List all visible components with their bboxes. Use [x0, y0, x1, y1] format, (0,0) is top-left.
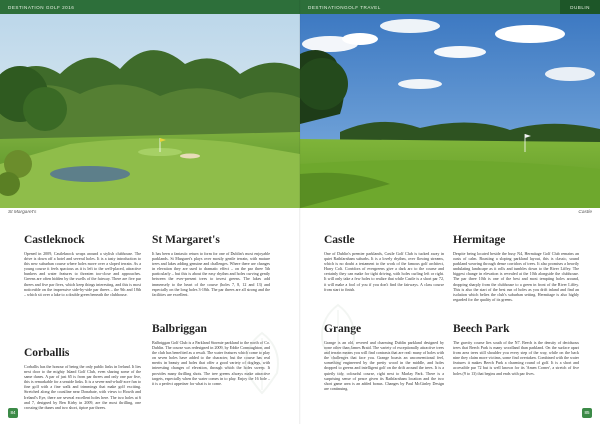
body-balbriggan: Balbriggan Golf Club is a Parkland Stormie parkland to the north of Co. Dublin. The course was redesigned in 2009, by Eddie Connaughton, and the club has benefited as a result. The water features which come to play on seven holes have added to the character, but the course has real merits in beauty and holes that offer a good variety of doglegs, with interesting changes of elevation, through which the holes sweep. It provides many thrilling shots. The tree greens always make attractive targets, especially when the water comes in to play. Enjoy the 16 hole – it is a perfect appetiser for what is to come. [152, 340, 270, 386]
body-beech-park: The gravity course lies south of the N7. Beech is the density of deciduous trees that Beech Park is many woodland than parkland. On the surface apart from area trees still shoulder you every step of the way, while on the back nine they claim more victims, some find overtaken. Combined with the water features it makes Beech Park a charming round of golf. It is a short and accessible par 72 but is well known for its 'Amen Corner', a stretch of five holes (9 to 13) that begins and ends with par fives. [453, 340, 579, 376]
right-header-tab: DUBLIN [570, 5, 590, 10]
right-header-text: DESTINATIONGOLF TRAVEL [308, 5, 381, 10]
right-page-number: 85 [582, 408, 592, 418]
body-hermitage: Despite being located beside the busy N4, Hermitage Golf Club remains an oasis of calm. Boasting a sloping parkland layout, this is classic, sound parkland weaving through dense corridors of trees. It also promises a heavily undulating landscape as it rolls and tumbles down to the River Liffey. The biggest change in elevation is revealed at the 10th alongside the clubhouse. The par three 10th is one of the best and most tempting holes around, dropping sharply from the clubhouse to a green in front of the River Liffey. This is also the start of the best run of holes as you drift inland and find an isolation which belies the club's suburban setting. Hermitage is also highly regarded for the quality of its greens. [453, 251, 579, 302]
heading-corballis: Corballis [24, 347, 70, 359]
spine-gutter [299, 0, 301, 424]
heading-balbriggan: Balbriggan [152, 323, 207, 335]
heading-st-margarets: St Margaret's [152, 234, 220, 246]
left-page-header [0, 0, 300, 14]
body-st-margarets: It has been a fantastic return to form for one of Dublin's most enjoyable parklands. St Margaret's plays over mostly gentle terrain, with mature trees and lakes adding genuine and challenges. Where there are changes in elevation they are used to dramatic effect – on the par three 5th particularly – but this is about the easy rhythm and holes curving gently between the ever-present trees to invest greens. The lakes add immensely to the heart of the course (holes 7, 8, 12 and 13) and especially on the long holes 3-18th. The par threes are all strong and the facilities are excellent. [152, 251, 270, 297]
decorative-leaf-icon [308, 300, 368, 370]
heading-castle: Castle [324, 234, 355, 246]
right-photo-caption: Castle [578, 210, 592, 215]
left-photo-caption: St Margaret's [8, 210, 37, 215]
left-header-text: DESTINATION GOLF 2016 [8, 5, 75, 10]
right-page-header [300, 0, 600, 14]
left-photo-golf-course [0, 14, 300, 208]
body-grange: Grange is an old, revered and charming Dublin parkland designed by none other than James Braid. The variety of exceptionally attractive trees and terrain means you will find contrasts that are real: many of holes with the challenges that face you. Grange boasts an unconventional feel, something engineered by the pretty wood in the middle, and holes dropped to greens and intelligent golf on the drift around the trees. It is a quietly tidy, colourful course, right next to Marlay Park. There is a surprising sense of peace given its Rathfarnham location and the two short game area is an added bonus. Changes by Paul McGinley Design are continuing. [324, 340, 444, 391]
body-corballis: Corballis has the honour of being the only public links in Ireland. It lies next door to the mighty Island Golf Club, even sharing some of the same dunes. A par of just 65 is from par threes and only one par five, this is remarkable for a seaside links. It is a seven-and-a-half-acre fun to fine golf with a fine walk and trimmings that make golf exciting. Stretched along the coastline near Donabate, with views to Howth and Ireland's Eye, there are several excellent holes here. The two holes at 6 and 7, designed by Ben Kirby in 2009, are the most thrilling, one crossing the dunes and two short, tiptoe par threes. [24, 364, 141, 410]
heading-hermitage: Hermitage [453, 234, 506, 246]
left-page-number: 84 [8, 408, 18, 418]
body-castleknock: Opened in 2009, Castleknock wraps around a stylish clubhouse. The drive is down off a hotel and several holes. It is a tasty introduction to this new suburban course where holes move over a sloped terrain. As a young course it feels spacious as it is left to the well-placed, attractive bunkers and water features to threaten too-close and approaches. Greens are often hidden by the swells of the fairway. There are five par threes and five par fives, which keep things interesting, and this is most noticeable on the impressive side-by-side par threes – the 9th and 18th – which sit over a lake to a double green beneath the clubhouse. [24, 251, 141, 297]
heading-beech-park: Beech Park [453, 323, 510, 335]
heading-grange: Grange [324, 323, 362, 335]
decorative-leaf-icon [232, 328, 292, 398]
right-page [300, 0, 600, 424]
heading-castleknock: Castleknock [24, 234, 85, 246]
body-castle: One of Dublin's premier parklands, Castle Golf Club is tucked away in quiet Rathfarnham suburbs. It is a lovely rhythm, over flowing streams, which is no doubt a testament to the work of the famous golf architect, Harry Colt. Corridors of evergreens give a dark arc to the course and certainly they can make for tight driving, with holes curling left or right. It will only take a few holes to realize that while Castle is a short par 72, it will make a fool of you if you don't find the fairways. A class course from start to finish. [324, 251, 444, 292]
right-photo-golf-course [300, 14, 600, 208]
